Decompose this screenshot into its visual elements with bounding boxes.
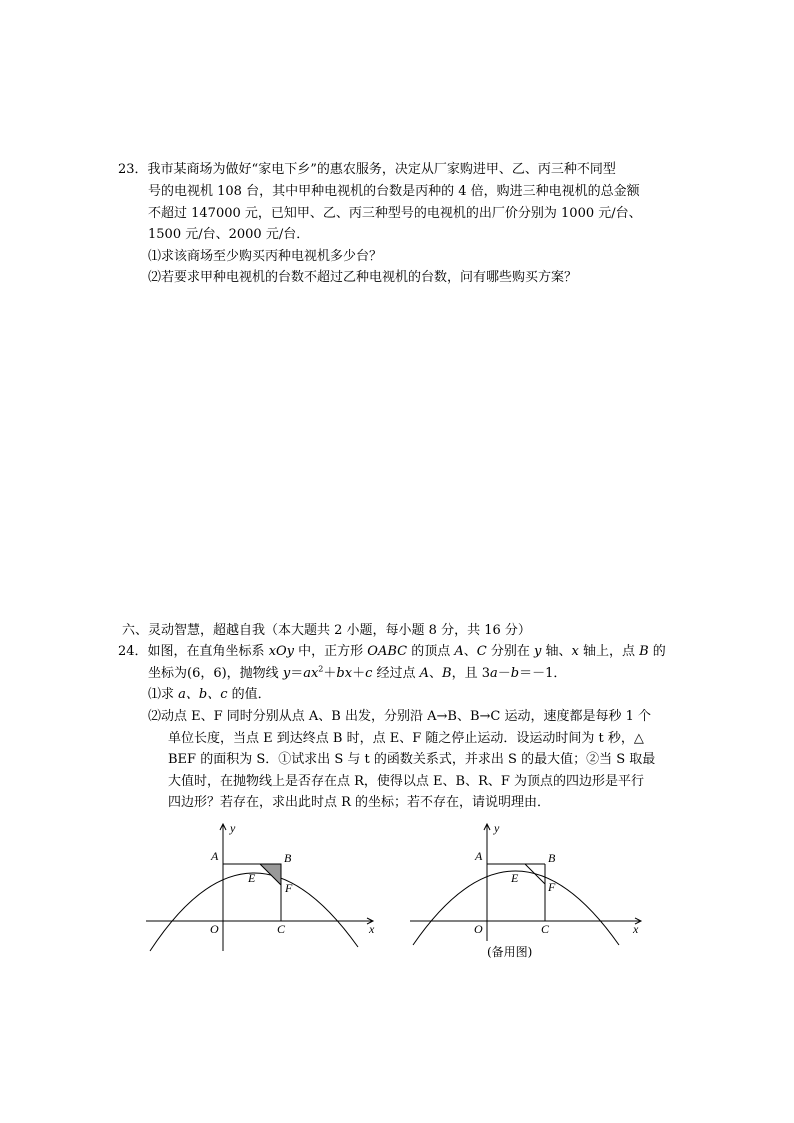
label-f: F — [285, 881, 293, 895]
q24-part-2-line-5: 四边形？若存在，求出此时点 R 的坐标；若不存在，请说明理由． — [168, 795, 551, 810]
segment-ef — [525, 864, 545, 884]
q24-line-2: 坐标为(6，6)，抛物线 $y=ax^2+bx+c$ 经过点 A、B，且 3a－b＝－1． — [148, 664, 567, 681]
label-a: A — [475, 849, 483, 863]
label-x: x — [369, 922, 375, 936]
q23-line-1: 23．我市某商场为做好“家电下乡”的惠农服务，决定从厂家购进甲、乙、丙三种不同型 — [118, 162, 616, 177]
q24-part-2-line-2: 单位长度，当点 E 到达终点 B 时，点 E、F 随之停止运动．设运动时间为 t 秒，△ — [168, 731, 644, 746]
label-o: O — [474, 922, 483, 936]
q23-line-4: 1500 元/台、2000 元/台． — [148, 227, 310, 242]
figure-1 — [140, 815, 390, 965]
q24-part-2-line-3: BEF 的面积为 S．①试求出 S 与 t 的函数关系式，并求出 S 的最大值；②当 S 取最 — [168, 752, 656, 767]
section-6-heading: 六、灵动智慧，超越自我（本大题共 2 小题，每小题 8 分，共 16 分） — [122, 623, 531, 638]
label-c: C — [277, 922, 286, 936]
q24-line-1: 24．如图，在直角坐标系 xOy 中，正方形 OABC 的顶点 A、C 分别在 y 轴、x 轴上，点 B 的 — [118, 644, 666, 659]
label-x: x — [633, 922, 639, 936]
label-y: y — [494, 821, 500, 835]
triangle-bef — [260, 864, 281, 885]
q24-part-1: ⑴求 a、b、c 的值． — [148, 687, 271, 702]
label-a: A — [211, 849, 219, 863]
label-c: C — [541, 922, 550, 936]
label-e: E — [248, 871, 256, 885]
figure-2-caption: (备用图) — [487, 945, 533, 959]
q24-number: 24． — [118, 644, 148, 659]
q24-part-2-line-1: ⑵动点 E、F 同时分别从点 A、B 出发，分别沿 A→B、B→C 运动，速度都是每秒 1 个 — [148, 709, 652, 724]
q23-line-2: 号的电视机 108 台，其中甲种电视机的台数是丙种的 4 倍，购进三种电视机的总金额 — [148, 184, 640, 199]
label-b: B — [284, 851, 292, 865]
q23-part-2: ⑵若要求甲种电视机的台数不超过乙种电视机的台数，问有哪些购买方案？ — [148, 270, 578, 285]
q23-part-1: ⑴求该商场至少购买丙种电视机多少台？ — [148, 249, 383, 264]
q24-part-2-line-4: 大值时，在抛物线上是否存在点 R，使得以点 E、B、R、F 为顶点的四边形是平行 — [168, 774, 645, 789]
label-y: y — [230, 821, 236, 835]
q23-line-3: 不超过 147000 元，已知甲、乙、丙三种型号的电视机的出厂价分别为 1000 元/台、 — [148, 206, 642, 221]
label-f: F — [548, 880, 556, 894]
label-o: O — [210, 922, 219, 936]
label-b: B — [548, 851, 556, 865]
label-e: E — [511, 871, 519, 885]
